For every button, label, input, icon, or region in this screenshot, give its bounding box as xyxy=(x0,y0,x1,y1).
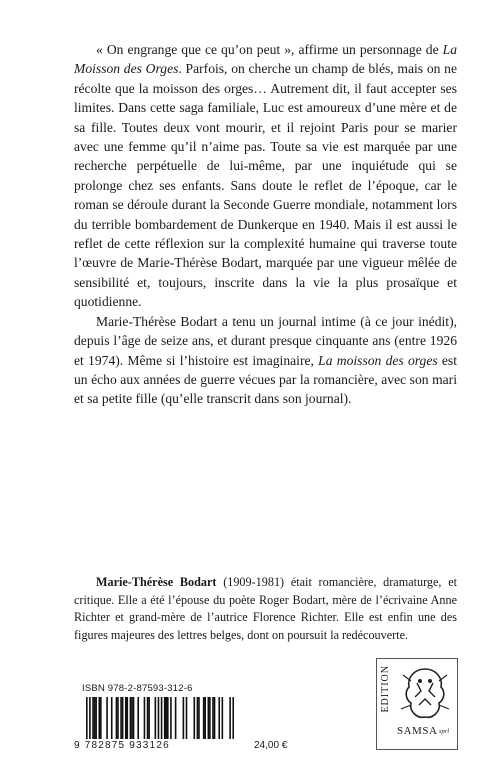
isbn-block xyxy=(74,683,374,753)
barcode-bar xyxy=(111,697,113,739)
isbn-label: ISBN 978-2-87593-312-6 xyxy=(82,683,193,694)
barcode xyxy=(74,697,234,739)
publisher-name: SAMSA xyxy=(397,725,438,737)
synopsis-paragraph-1: « On engrange que ce qu’on peut », affirme un personnage de La Moisson des Orges. Parfois, on cherche un champ de blés, mais on ne récolte que la moisson des orges… Autrement dit, il faut accepter ses limites. Dans cette saga familiale, Luc est amoureux d’une mère et de sa fille. Toutes deux vont mourir, et il rejoint Paris pour se marier avec une femme qu’il n’aime pas. Toute sa vie est marquée par une recherche perpétuelle de lui-même, par une inquiétude qui se prolonge chez ses enfants. Sans doute le reflet de l’époque, car le roman se déroule durant la Seconde Guerre mondiale, notamment lors du terrible bombardement de Dunkerque en 1940. Mais il est aussi le reflet de cette réflexion sur la complexité humaine qui traverse toute l’œuvre de Marie-Thérèse Bodart, marquée par une vigueur mêlée de sensibilité et, toujours, inscrite dans la vie la plus prosaïque et quotidienne. xyxy=(74,42,457,310)
publisher-edition-label: EDITION xyxy=(380,665,391,713)
barcode-bar xyxy=(209,697,211,739)
barcode-bar xyxy=(148,697,150,739)
barcode-bar xyxy=(170,697,172,739)
barcode-bar xyxy=(125,697,127,739)
barcode-bar xyxy=(183,697,185,739)
barcode-bar xyxy=(229,697,231,739)
barcode-bar xyxy=(197,697,199,739)
barcode-bar xyxy=(161,697,163,739)
barcode-bar xyxy=(203,697,205,739)
barcode-bar xyxy=(106,697,108,739)
barcode-bar xyxy=(218,697,220,739)
author-name: Marie-Thérèse Bodart xyxy=(96,575,217,589)
barcode-bar xyxy=(131,697,133,739)
barcode-bar xyxy=(133,697,135,739)
barcode-bar xyxy=(127,697,129,739)
barcode-bar xyxy=(130,697,132,739)
barcode-bar xyxy=(117,697,119,739)
barcode-digits: 9 782875 933126 xyxy=(74,740,170,751)
author-bio-paragraph: Marie-Thérèse Bodart (1909-1981) était romancière, dramaturge, et critique. Elle a été l’épouse du poète Roger Bodart, mère de l’écrivaine Anne Richter et grand-mère de l’autrice Florence Richter. Elle est enfin une des figures majeures des lettres belges, dont on poursuit la redécouverte. xyxy=(74,575,457,642)
book-title-reference: La Moisson des Orges xyxy=(74,42,457,77)
barcode-bar xyxy=(92,697,94,739)
barcode-bar xyxy=(116,697,118,739)
barcode-bar xyxy=(208,697,210,739)
publisher-logo xyxy=(376,658,458,750)
barcode-bar xyxy=(120,697,122,739)
price: 24,00 € xyxy=(254,740,288,751)
barcode-bar xyxy=(158,697,160,739)
barcode-bar xyxy=(89,697,91,739)
barcode-bar xyxy=(167,697,169,739)
barcode-bar xyxy=(165,697,167,739)
barcode-bar xyxy=(98,697,100,739)
author-bio xyxy=(74,574,457,644)
barcode-bar xyxy=(222,697,224,739)
barcode-bar xyxy=(122,697,124,739)
barcode-bar xyxy=(175,697,177,739)
barcode-bar xyxy=(164,697,166,739)
barcode-bar xyxy=(232,697,234,739)
barcode-bar xyxy=(86,697,88,739)
book-title-reference: La moisson des orges xyxy=(318,352,438,368)
barcode-bar xyxy=(95,697,97,739)
samsa-logo-icon xyxy=(397,663,453,723)
synopsis-paragraph-2: Marie-Thérèse Bodart a tenu un journal intime (à ce jour inédit), depuis l’âge de seize ans, et durant presque cinquante ans (entre 1926 et 1974). Même si l’histoire est imaginaire, La moisson des orges est un écho aux années de guerre vécues par la romancière, avec son mari et sa petite fille (qu’elle transcrit dans son journal). xyxy=(74,313,458,407)
barcode-bar xyxy=(144,697,146,739)
barcode-bar xyxy=(204,697,206,739)
barcode-bar xyxy=(147,697,149,739)
barcode-bar xyxy=(186,697,188,739)
barcode-bar xyxy=(155,697,157,739)
barcode-bar xyxy=(100,697,102,739)
barcode-bar xyxy=(137,697,139,739)
barcode-bar xyxy=(214,697,216,739)
synopsis xyxy=(74,40,457,409)
barcode-bar xyxy=(198,697,200,739)
barcode-bar xyxy=(193,697,195,739)
barcode-bar xyxy=(94,697,96,739)
barcode-bar xyxy=(212,697,214,739)
publisher-suffix: sprl xyxy=(439,728,450,735)
